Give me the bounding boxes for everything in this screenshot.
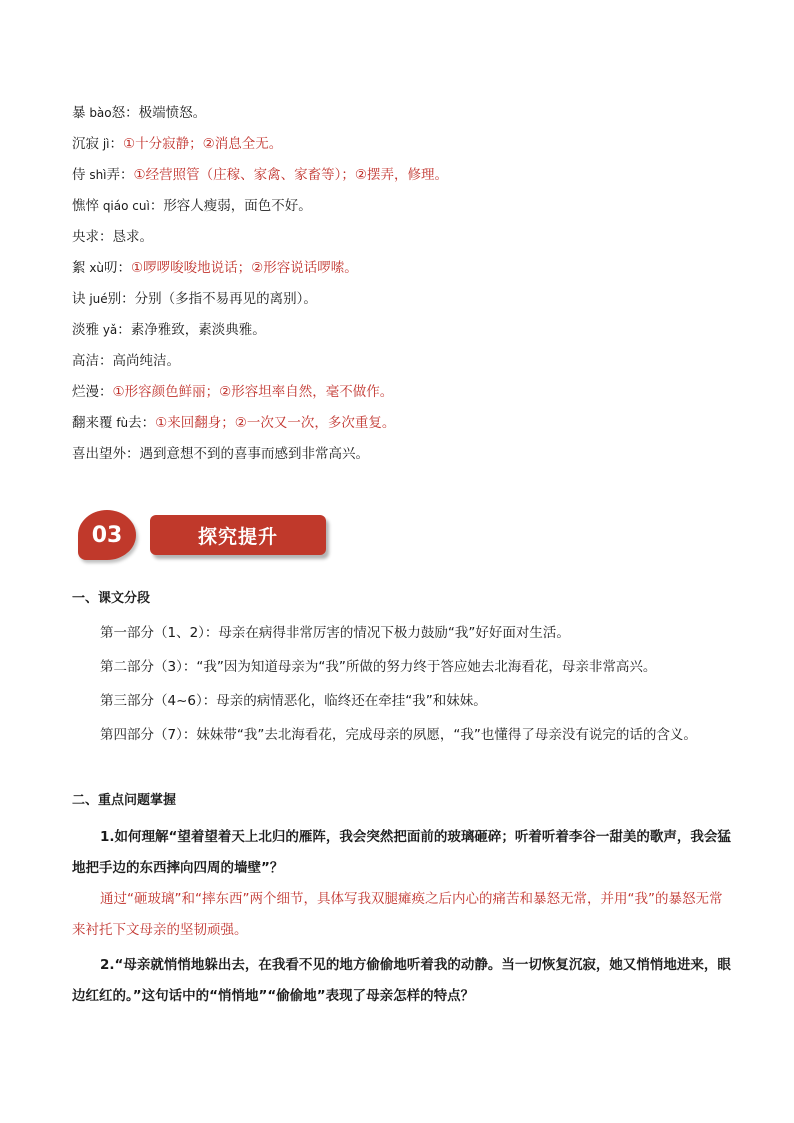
vocab-term: 诀 (72, 291, 86, 307)
vocabulary-list (72, 98, 732, 470)
vocab-entry (72, 191, 732, 222)
vocab-definition: 极端愤怒。 (138, 105, 207, 121)
vocab-definition: 恳求。 (112, 229, 153, 245)
vocab-term-rest: 弄： (106, 167, 134, 183)
vocab-entry (72, 98, 732, 129)
vocab-definition: ①形容颜色鲜丽；②形容坦率自然，毫不做作。 (112, 384, 394, 400)
questions-section (72, 789, 732, 1012)
vocab-term: 高洁 (72, 353, 99, 369)
vocab-term: 暴 (72, 105, 86, 121)
vocab-entry (72, 284, 732, 315)
outline-part: 第一部分（1、2）：母亲在病得非常厉害的情况下极力鼓励“我”好好面对生活。 (100, 625, 570, 641)
vocab-term-rest: ： (126, 446, 140, 462)
outline-heading: 一、课文分段 (72, 591, 151, 606)
vocab-term-rest: ： (99, 229, 113, 245)
questions-heading: 二、重点问题掌握 (72, 793, 177, 808)
vocab-entry (72, 160, 732, 191)
outline-section (72, 587, 732, 752)
vocab-definition: ①啰啰唆唆地说话；②形容说话啰嗦。 (131, 260, 358, 276)
vocab-term: 絮 (72, 260, 86, 276)
vocab-entry (72, 408, 732, 439)
vocab-definition: ①来回翻身；②一次又一次，多次重复。 (155, 415, 396, 431)
vocab-definition: 遇到意想不到的喜事而感到非常高兴。 (139, 446, 369, 462)
vocab-pinyin: shì (85, 168, 107, 182)
vocab-term: 淡雅 (72, 322, 99, 338)
vocab-term: 侍 (72, 167, 86, 183)
vocab-pinyin: jué (85, 292, 108, 306)
vocab-term: 烂漫 (72, 384, 99, 400)
vocab-term-rest: 叨： (104, 260, 132, 276)
section-title: 探究提升 (150, 515, 326, 555)
question-text: 1.如何理解“望着望着天上北归的雁阵，我会突然把面前的玻璃砸碎；听着听着李谷一甜美的歌声，我会猛地把手边的东西摔向四周的墙壁”？ (72, 829, 731, 876)
vocab-term-rest: ： (99, 384, 113, 400)
vocab-definition: ①经营照管（庄稼、家禽、家畜等）；②摆弄，修理。 (133, 167, 448, 183)
vocab-term: 憔悴 (72, 198, 99, 214)
vocab-pinyin: jì (99, 137, 110, 151)
vocab-pinyin: yǎ (99, 323, 118, 337)
vocab-definition: 素净雅致，素淡典雅。 (130, 322, 266, 338)
vocab-term: 沉寂 (72, 136, 99, 152)
vocab-term-rest: ： (109, 136, 123, 152)
section-banner (78, 510, 328, 560)
vocab-term-rest: 别： (107, 291, 135, 307)
vocab-entry (72, 253, 732, 284)
vocab-term-rest: ： (99, 353, 113, 369)
vocab-term-rest: 怒： (111, 105, 139, 121)
vocab-term-rest: 去： (128, 415, 156, 431)
vocab-entry (72, 377, 732, 408)
vocab-term: 央求 (72, 229, 99, 245)
vocab-entry (72, 129, 732, 160)
vocab-term: 翻来覆 (72, 415, 113, 431)
question-text: 2.“母亲就悄悄地躲出去，在我看不见的地方偷偷地听着我的动静。当一切恢复沉寂，她又悄悄地进来，眼边红红的。”这句话中的“悄悄地”“偷偷地”表现了母亲怎样的特点？ (72, 957, 731, 1004)
vocab-pinyin: xù (85, 261, 105, 275)
vocab-definition: 分别（多指不易再见的离别）。 (134, 291, 317, 307)
vocab-term: 喜出望外 (72, 446, 126, 462)
vocab-entry (72, 222, 732, 253)
vocab-term-rest: ： (149, 198, 164, 214)
vocab-term-rest: ： (117, 322, 131, 338)
outline-part: 第三部分（4~6）：母亲的病情恶化，临终还在牵挂“我”和妹妹。 (100, 693, 487, 709)
vocab-entry (72, 346, 732, 377)
vocab-pinyin: bào (85, 106, 112, 120)
vocab-pinyin: qiáo cuì (99, 199, 150, 213)
vocab-entry (72, 439, 732, 470)
vocab-definition: 高尚纯洁。 (112, 353, 180, 369)
vocab-pinyin: fù (112, 416, 129, 430)
outline-part: 第二部分（3）：“我”因为知道母亲为“我”所做的努力终于答应她去北海看花，母亲非常高兴。 (100, 659, 657, 675)
vocab-definition: ①十分寂静；②消息全无。 (122, 136, 283, 152)
vocab-entry (72, 315, 732, 346)
vocab-definition: 形容人瘦弱，面色不好。 (163, 198, 312, 214)
answer-text: 通过“砸玻璃”和“摔东西”两个细节，具体写我双腿瘫痪之后内心的痛苦和暴怒无常，并用“我”的暴怒无常来衬托下文母亲的坚韧顽强。 (72, 891, 723, 938)
section-number-badge: 03 (78, 510, 136, 560)
outline-part: 第四部分（7）：妹妹带“我”去北海看花，完成母亲的夙愿，“我”也懂得了母亲没有说完的话的含义。 (100, 727, 697, 743)
